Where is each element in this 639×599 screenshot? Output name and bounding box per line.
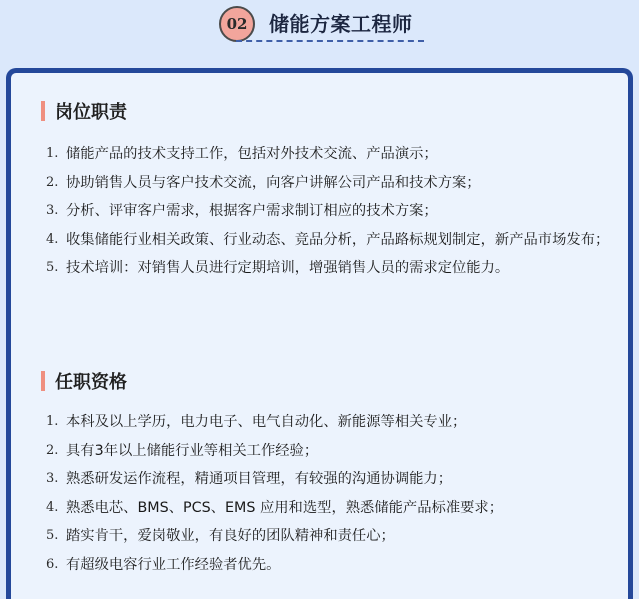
- item-text: 储能产品的技术支持工作，包括对外技术交流、产品演示；: [66, 146, 438, 162]
- list-item: [46, 140, 626, 169]
- section-accent-bar: [41, 371, 45, 391]
- list-item: [46, 169, 626, 198]
- item-number: 4.: [46, 231, 59, 247]
- item-text: 协助销售人员与客户技术交流，向客户讲解公司产品和技术方案；: [66, 174, 481, 191]
- item-number: 3.: [46, 471, 59, 487]
- list-item: [46, 494, 626, 523]
- item-number: 5.: [46, 528, 59, 544]
- item-text: 收集储能行业相关政策、行业动态、竞品分析，产品路标规划制定，新产品市场发布；: [66, 231, 610, 248]
- list-item: [46, 408, 626, 437]
- list-item: [46, 437, 626, 466]
- job-description-card: [6, 68, 633, 599]
- item-text: 具有3年以上储能行业等相关工作经验；: [66, 442, 319, 459]
- qualifications-list: [46, 408, 626, 580]
- item-number: 3.: [46, 203, 59, 219]
- title-underline: [236, 40, 424, 42]
- item-text: 熟悉研发运作流程，精通项目管理，有较强的沟通协调能力；: [66, 471, 453, 488]
- item-number: 5.: [46, 260, 59, 276]
- section-heading-responsibilities: [41, 99, 127, 123]
- list-item: [46, 522, 626, 551]
- item-text: 技术培训：对销售人员进行定期培训，增强销售人员的需求定位能力。: [66, 260, 510, 277]
- header: [0, 0, 639, 60]
- number-badge: 02: [219, 6, 255, 42]
- item-number: 6.: [46, 556, 59, 572]
- item-number: 2.: [46, 174, 59, 190]
- section-title: 任职资格: [55, 372, 127, 393]
- item-number: 2.: [46, 442, 59, 458]
- list-item: [46, 226, 626, 255]
- item-text: 本科及以上学历，电力电子、电气自动化、新能源等相关专业；: [66, 414, 467, 430]
- item-text: 有超级电容行业工作经验者优先。: [66, 556, 281, 573]
- item-number: 1.: [46, 146, 59, 161]
- item-number: 4.: [46, 499, 59, 515]
- list-item: [46, 551, 626, 580]
- list-item: [46, 254, 626, 283]
- item-text: 熟悉电芯、BMS、PCS、EMS 应用和选型，熟悉储能产品标准要求；: [66, 499, 504, 516]
- section-title: 岗位职责: [55, 102, 127, 123]
- list-item: [46, 197, 626, 226]
- section-heading-qualifications: [41, 369, 127, 393]
- responsibilities-list: [46, 140, 626, 283]
- list-item: [46, 465, 626, 494]
- section-accent-bar: [41, 101, 45, 121]
- item-number: 1.: [46, 414, 59, 429]
- item-text: 踏实肯干，爱岗敬业，有良好的团队精神和责任心；: [66, 528, 395, 545]
- job-title: 储能方案工程师: [269, 12, 413, 36]
- item-text: 分析、评审客户需求，根据客户需求制订相应的技术方案；: [66, 203, 438, 220]
